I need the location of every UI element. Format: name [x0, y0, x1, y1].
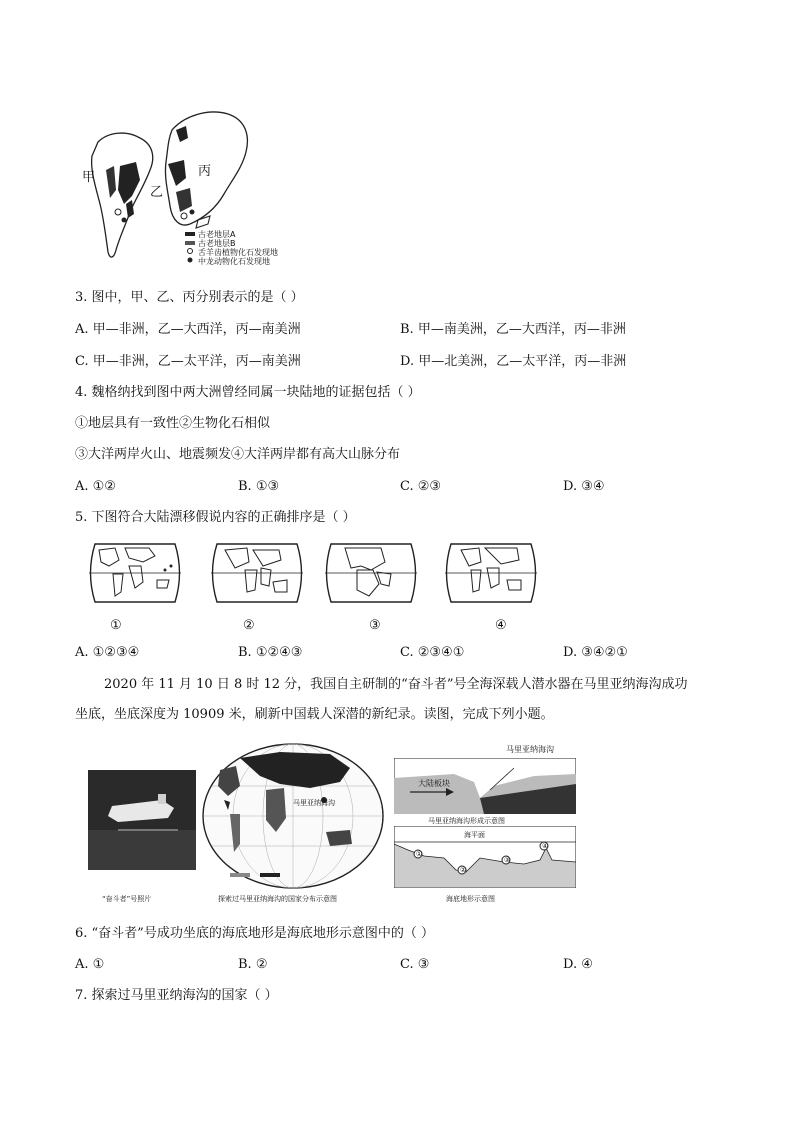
q3-option-b[interactable]: B. 甲—南美洲，乙—大西洋，丙—非洲 — [400, 322, 626, 337]
q3-stem: 3. 图中，甲、乙、丙分别表示的是（ ） — [75, 290, 304, 305]
legend-mesosaurus-fossil: 中龙动物化石发现地 — [198, 257, 270, 266]
legend-fern-fossil: 舌羊齿植物化石发现地 — [198, 248, 278, 257]
q6-option-c[interactable]: C. ③ — [400, 957, 430, 972]
drift-map-1 — [85, 540, 185, 606]
q5-option-a[interactable]: A. ①②③④ — [75, 645, 140, 660]
map-caption: 探索过马里亚纳海沟的国家分布示意图 — [218, 895, 337, 903]
q5-option-c[interactable]: C. ②③④① — [400, 645, 465, 660]
q3-option-c[interactable]: C. 甲—非洲，乙—太平洋，丙—南美洲 — [75, 354, 301, 369]
drift-map-4-label: ④ — [495, 618, 507, 633]
sea-level-label: 海平面 — [464, 831, 485, 839]
label-bing: 丙 — [198, 164, 212, 179]
label-jia: 甲 — [82, 170, 96, 185]
south-america-strata-b — [106, 166, 116, 198]
submersible-photo — [88, 770, 196, 870]
drift-map-3-label: ③ — [369, 618, 381, 633]
drift-map-1-label: ① — [110, 618, 122, 633]
q4-statement-line1: ①地层具有一致性②生物化石相似 — [75, 416, 271, 431]
terrain-mark-4: ④ — [542, 842, 549, 850]
africa-strata-a — [168, 160, 186, 186]
q6-stem: 6. “奋斗者”号成功坐底的海底地形是海底地形示意图中的（ ） — [75, 926, 434, 941]
section-title: 马里亚纳海沟形成示意图 — [428, 817, 505, 825]
drift-map-2 — [207, 540, 307, 606]
photo-caption: “奋斗者”号照片 — [102, 895, 152, 903]
drift-map-3 — [321, 540, 421, 606]
passage-line-2: 坐底，坐底深度为 10909 米，刷新中国载人深潜的新纪录。读图，完成下列小题。 — [75, 707, 554, 722]
trench-label: 马里亚纳海沟 — [506, 745, 554, 754]
drift-map-4 — [441, 540, 541, 606]
terrain-mark-3: ③ — [504, 856, 511, 864]
q4-option-c[interactable]: C. ②③ — [400, 479, 442, 494]
legend-strata-b: 古老地层B — [198, 239, 236, 248]
trench-figure — [88, 740, 578, 910]
drift-map-2-label: ② — [243, 618, 255, 633]
q4-option-d[interactable]: D. ③④ — [563, 479, 605, 494]
q3-option-a[interactable]: A. 甲—非洲，乙—大西洋，丙—南美洲 — [75, 322, 301, 337]
q6-option-a[interactable]: A. ① — [75, 957, 105, 972]
terrain-mark-1: ① — [416, 850, 423, 858]
plate-label: 大陆板块 — [418, 779, 450, 788]
q4-stem: 4. 魏格纳找到图中两大洲曾经同属一块陆地的证据包括（ ） — [75, 385, 421, 400]
q4-statement-line2: ③大洋两岸火山、地震频发④大洋两岸都有高大山脉分布 — [75, 447, 401, 462]
map-trench-marker: 马里亚纳海沟 — [293, 799, 335, 807]
q5-option-d[interactable]: D. ③④②① — [563, 645, 628, 660]
q4-option-a[interactable]: A. ①② — [75, 479, 116, 494]
terrain-mark-2: ② — [460, 866, 467, 874]
q5-stem: 5. 下图符合大陆漂移假说内容的正确排序是（ ） — [75, 510, 356, 525]
q6-option-b[interactable]: B. ② — [238, 957, 268, 972]
continents-figure — [80, 100, 320, 275]
q5-option-b[interactable]: B. ①②④③ — [238, 645, 303, 660]
world-map — [200, 740, 386, 890]
africa-strata-b — [176, 188, 192, 212]
terrain-caption: 海底地形示意图 — [446, 895, 495, 903]
q3-option-d[interactable]: D. 甲—北美洲，乙—太平洋，丙—非洲 — [400, 354, 627, 369]
passage-line-1: 2020 年 11 月 10 日 8 时 12 分，我国自主研制的“奋斗者”号全海深载人潜水器在马里亚纳海沟成功 — [104, 677, 688, 692]
q7-stem: 7. 探索过马里亚纳海沟的国家（ ） — [75, 988, 278, 1003]
q4-option-b[interactable]: B. ①③ — [238, 479, 280, 494]
q6-option-d[interactable]: D. ④ — [563, 957, 593, 972]
legend-strata-a: 古老地层A — [198, 230, 236, 239]
label-yi: 乙 — [150, 185, 164, 200]
drift-maps-row — [85, 540, 575, 640]
